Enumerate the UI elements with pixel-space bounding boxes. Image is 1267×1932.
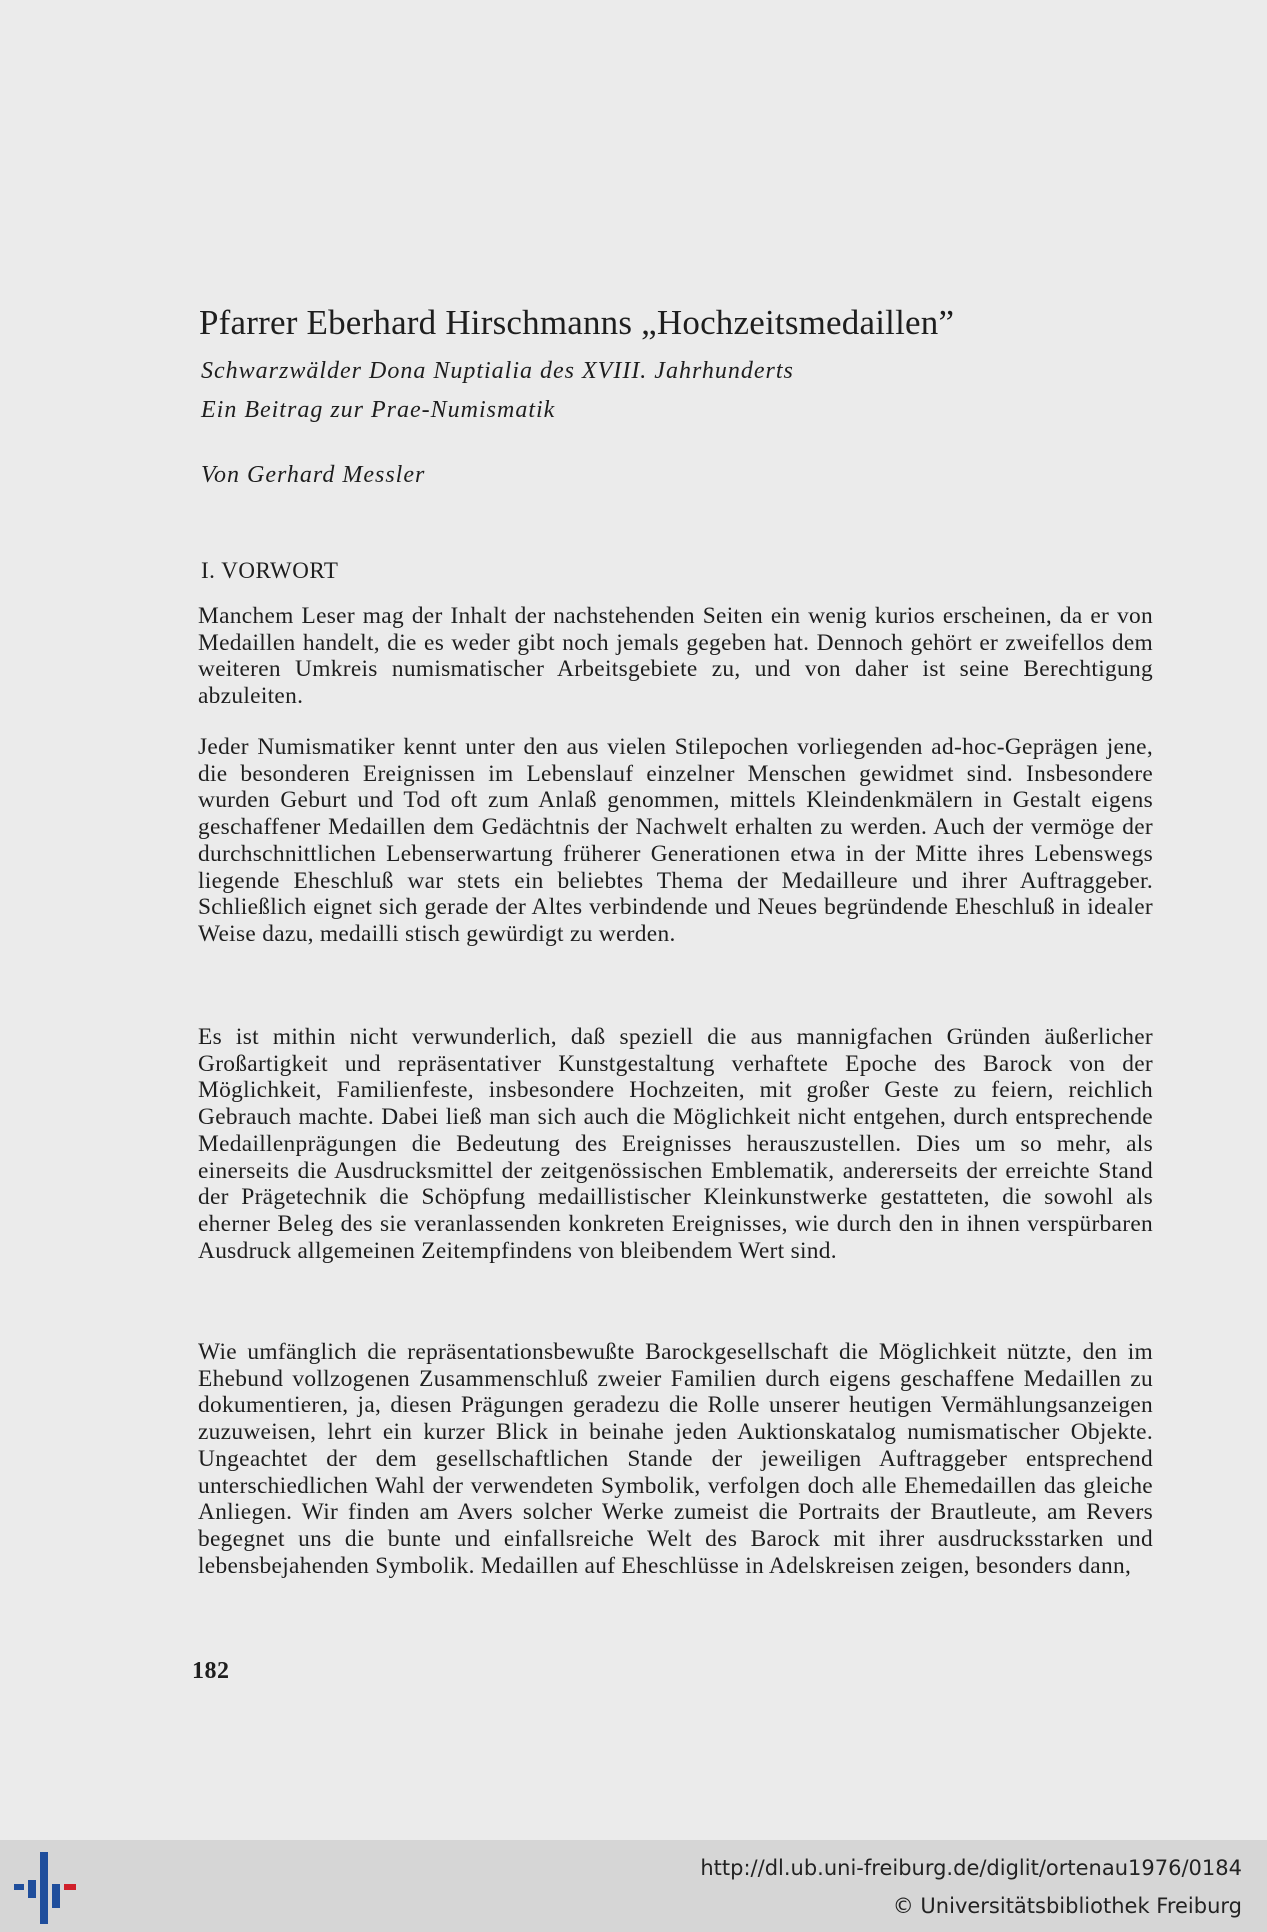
body-paragraph: Wie umfänglich die repräsentationsbewußte Barockgesellschaft die Möglichkeit nützte, den im Ehebund vollzogenen Zusammenschluß zweier Familien durch eigens geschaffene Medaillen zu dokumentieren, ja, diesen Prägungen geradezu die Rolle unserer heutigen Vermählungsanzeigen zuzuweisen, lehrt ein kurzer Blick in beinahe jeden Auktionskatalog numismatischer Objekte. Ungeachtet der dem gesellschaftlichen Stande der jeweiligen Auftraggeber entsprechend unterschiedlichen Wahl der verwendeten Symbolik, verfolgen doch alle Ehemedaillen das gleiche Anliegen. Wir finden am Avers solcher Werke zumeist die Portraits der Brautleute, am Revers begegnet uns die bunte und einfallsreiche Welt des Barock mit ihrer ausdrucksstarken und lebensbejahenden Symbolik. Medaillen auf Eheschlüsse in Adelskreisen zeigen, besonders dann, (198, 1339, 1153, 1579)
copyright-notice: © Universitätsbibliothek Freiburg (892, 1894, 1242, 1918)
article-subtitle-secondary: Ein Beitrag zur Prae-Numismatik (201, 397, 556, 423)
footer-bar (0, 1840, 1267, 1932)
article-subtitle: Schwarzwälder Dona Nuptialia des XVIII. Jahrhunderts (201, 358, 794, 384)
section-heading: I. VORWORT (201, 558, 339, 583)
body-paragraph: Es ist mithin nicht verwunderlich, daß speziell die aus mannigfachen Gründen äußerlicher Großartigkeit und repräsentativer Kunstgestaltung verhaftete Epoche des Barock von der Möglichkeit, Familienfeste, insbesondere Hochzeiten, mit großer Geste zu feiern, reichlich Gebrauch machte. Dabei ließ man sich auch die Möglichkeit nicht entgehen, durch entsprechende Medaillenprägungen die Bedeutung des Ereignisses herauszustellen. Dies um so mehr, als einerseits die Ausdrucksmittel der zeitgenössischen Emblematik, andererseits der erreichte Stand der Prägetechnik die Schöpfung medaillistischer Kleinkunstwerke gestatteten, die sowohl als eherner Beleg des sie veranlassenden konkreten Ereignisses, wie durch den in ihnen verspürbaren Ausdruck allgemeinen Zeitempfindens von bleibendem Wert sind. (198, 1024, 1153, 1264)
page-number: 182 (192, 1658, 230, 1684)
body-paragraph: Manchem Leser mag der Inhalt der nachstehenden Seiten ein wenig kurios erscheinen, da er von Medaillen handelt, die es weder gibt noch jemals gegeben hat. Dennoch gehört er zweifellos dem weiteren Umkreis numismatischer Arbeitsgebiete zu, und von daher ist seine Berechtigung abzuleiten. (198, 603, 1153, 710)
article-title: Pfarrer Eberhard Hirschmanns „Hochzeitsmedaillen” (199, 303, 955, 342)
ub-freiburg-logo-icon (14, 1852, 78, 1924)
article-author: Von Gerhard Messler (201, 462, 426, 488)
body-paragraph: Jeder Numismatiker kennt unter den aus vielen Stilepochen vorliegenden ad-hoc-Geprägen jene, die besonderen Ereignissen im Lebenslauf einzelner Menschen gewidmet sind. Insbesondere wurden Geburt und Tod oft zum Anlaß genommen, mittels Kleindenkmälern in Gestalt eigens geschaffener Medaillen dem Gedächtnis der Nachwelt erhalten zu werden. Auch der vermöge der durchschnittlichen Lebenserwartung früherer Generationen etwa in der Mitte ihres Lebenswegs liegende Eheschluß war stets ein beliebtes Thema der Medailleure und ihrer Auftraggeber. Schließlich eignet sich gerade der Altes verbindende und Neues begründende Eheschluß in idealer Weise dazu, medailli stisch gewürdigt zu werden. (198, 734, 1153, 947)
source-url-link[interactable]: http://dl.ub.uni-freiburg.de/diglit/ortenau1976/0184 (700, 1856, 1242, 1880)
